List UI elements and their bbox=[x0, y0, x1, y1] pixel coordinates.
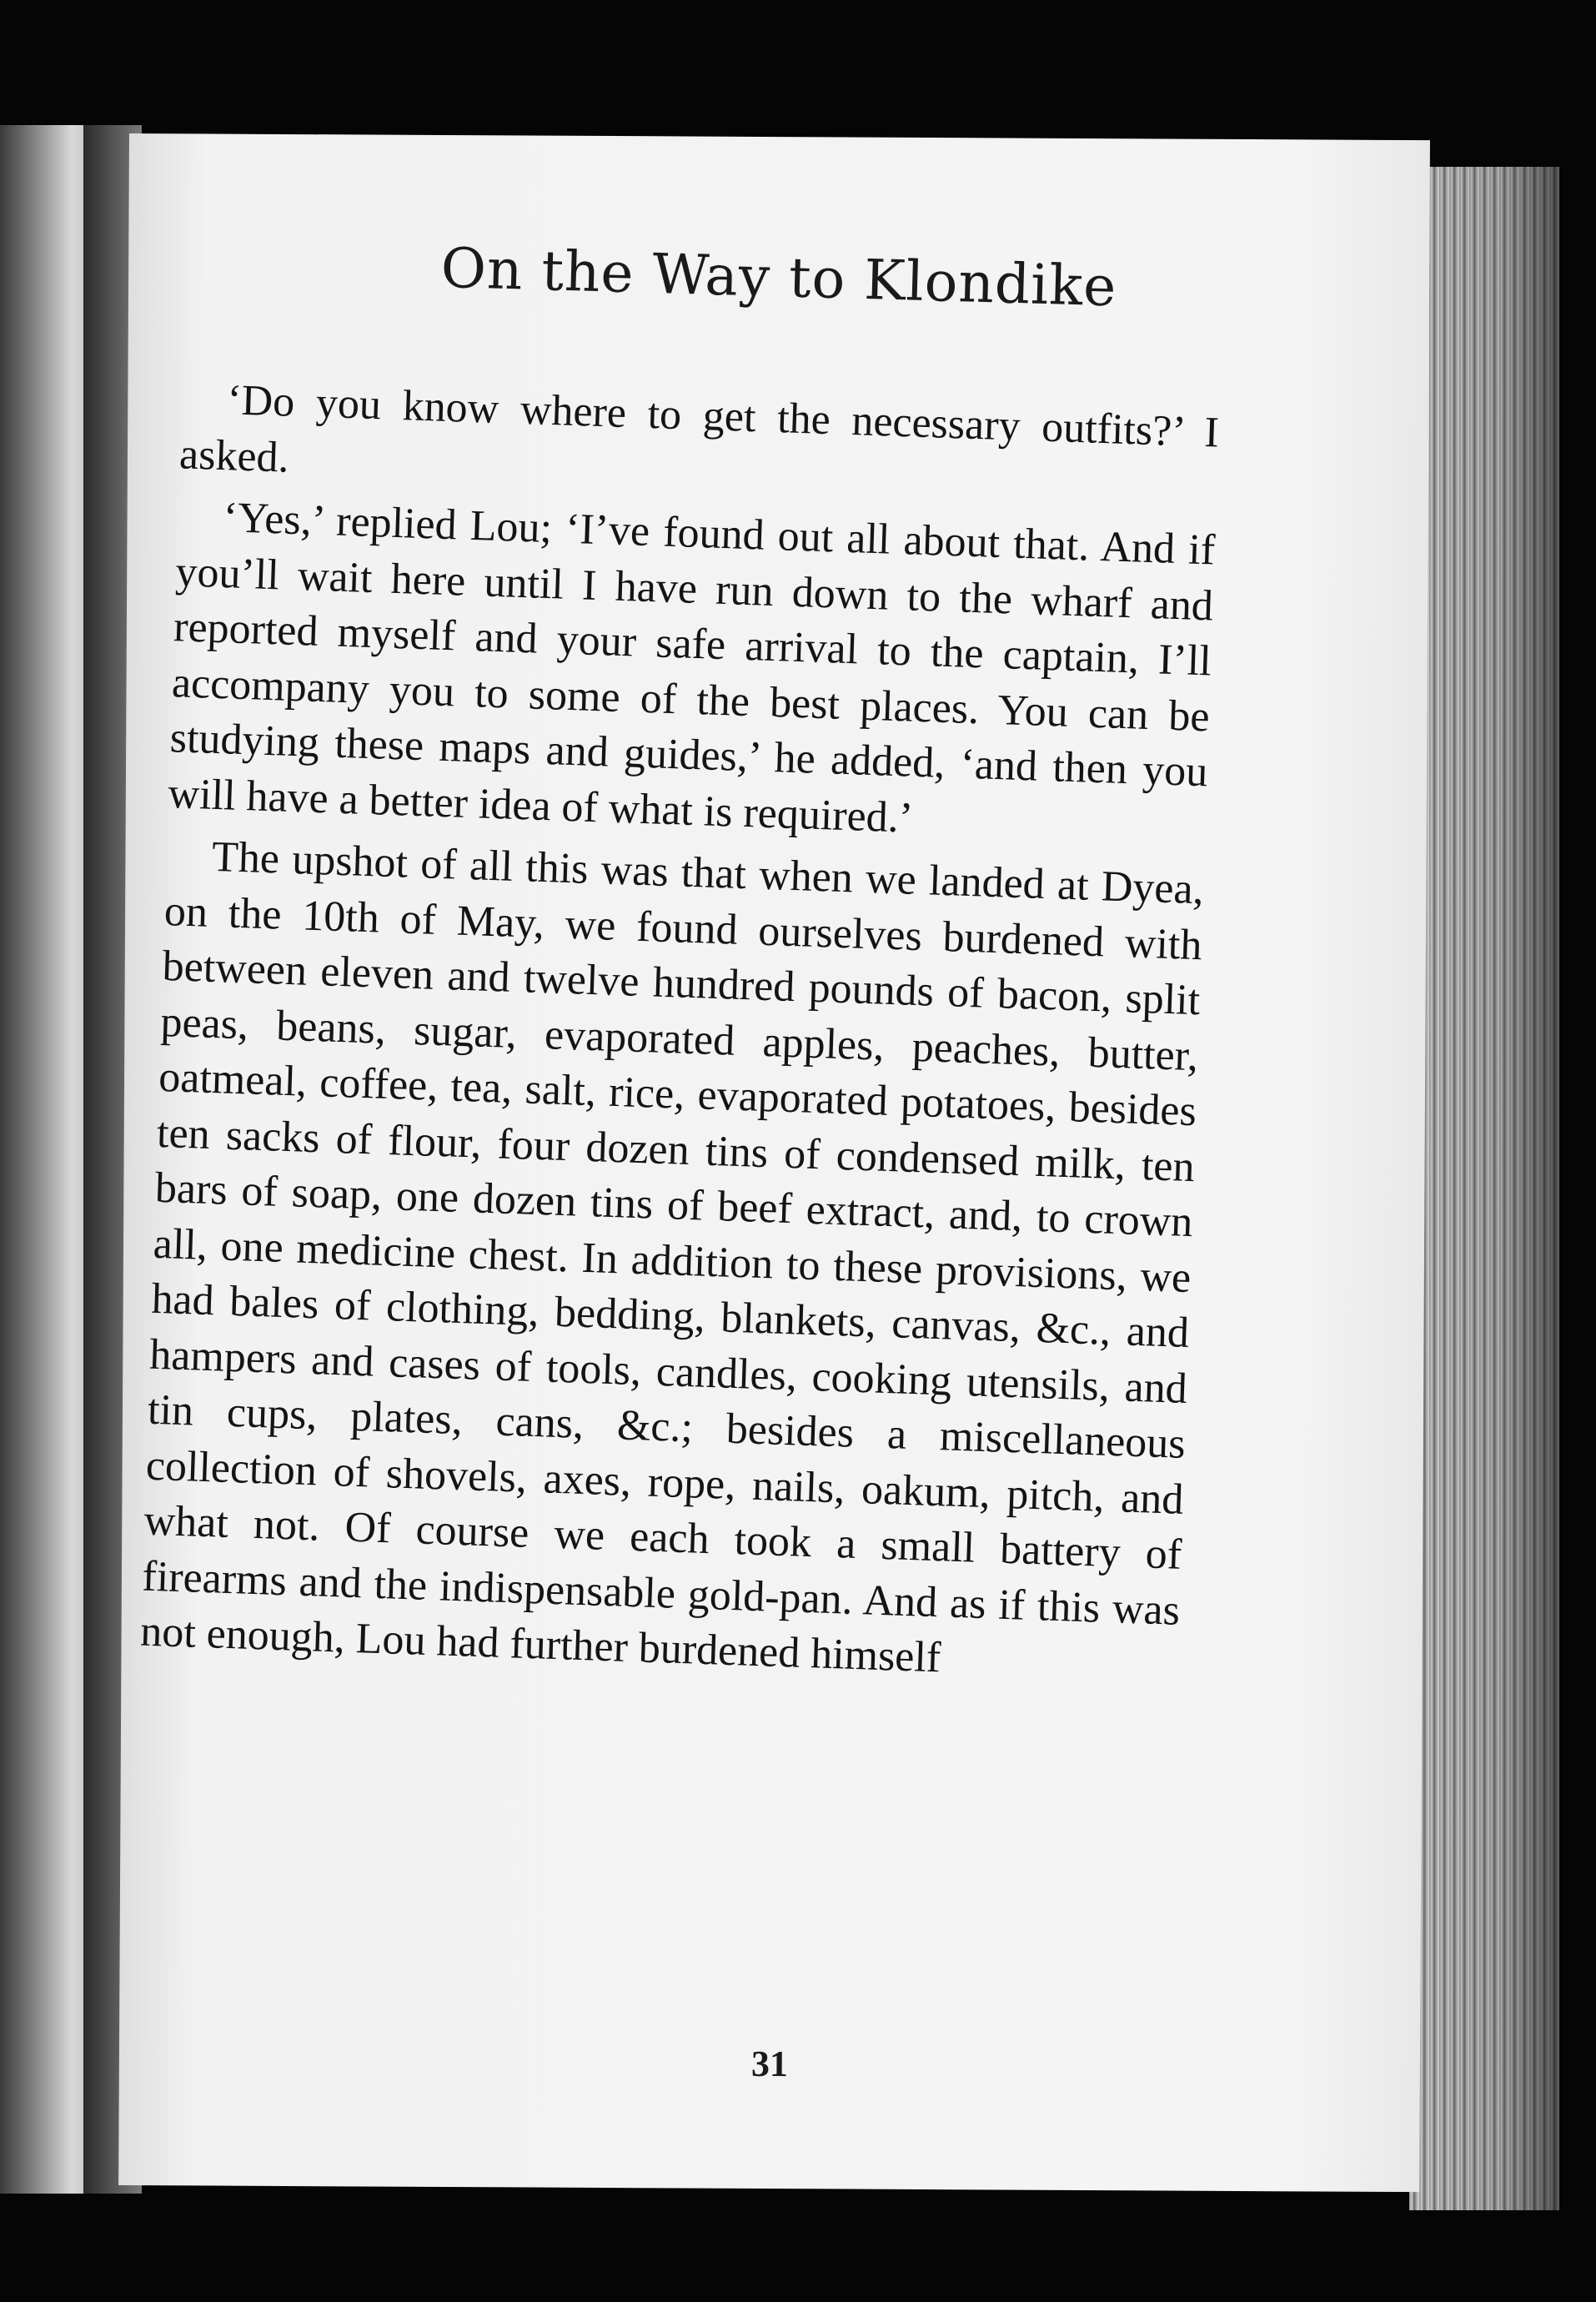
running-head: On the Way to Klondike bbox=[439, 235, 1118, 319]
paragraph: The upshot of all this was that when we landed at Dyea, on the 10th of May, we found ourselves burdened with between eleven and twelve hundred pounds of bacon, split peas, beans, sugar, evaporated apples, peaches, butter, oatmeal, coffee, tea, salt, rice, evaporated potatoes, besides ten sacks of flour, four dozen tins of condensed milk, ten bars of soap, one dozen tins of beef extract, and, to crown all, one medicine chest. In addition to these provisions, we had bales of clothing, bedding, blankets, canvas, &c., and hampers and cases of tools, candles, cooking utensils, and tin cups, plates, cans, &c.; besides a miscellaneous collection of shovels, axes, rope, nails, oakum, pitch, and what not. Of course we each took a small battery of firearms and the indispensable gold-pan. And as if this was not enough, Lou had further burdened himself bbox=[139, 832, 1205, 1682]
paragraph: ‘Yes,’ replied Lou; ‘I’ve found out all about that. And if you’ll wait here until I have run down to the wharf and reported myself and your safe arrival to the captain, I’ll accompany you to some of the best places. You can be studying these maps and guides,’ he added, ‘and then you will have a better idea of what is required.’ bbox=[167, 494, 1217, 842]
page-stack-edges bbox=[1409, 167, 1559, 2210]
page-number: 31 bbox=[750, 2043, 789, 2085]
page-body bbox=[139, 371, 1220, 1701]
book-page bbox=[118, 133, 1430, 2192]
paragraph: ‘Do you know where to get the necessary outfits?’ I asked. bbox=[178, 376, 1220, 482]
previous-page-edge bbox=[0, 125, 96, 2194]
